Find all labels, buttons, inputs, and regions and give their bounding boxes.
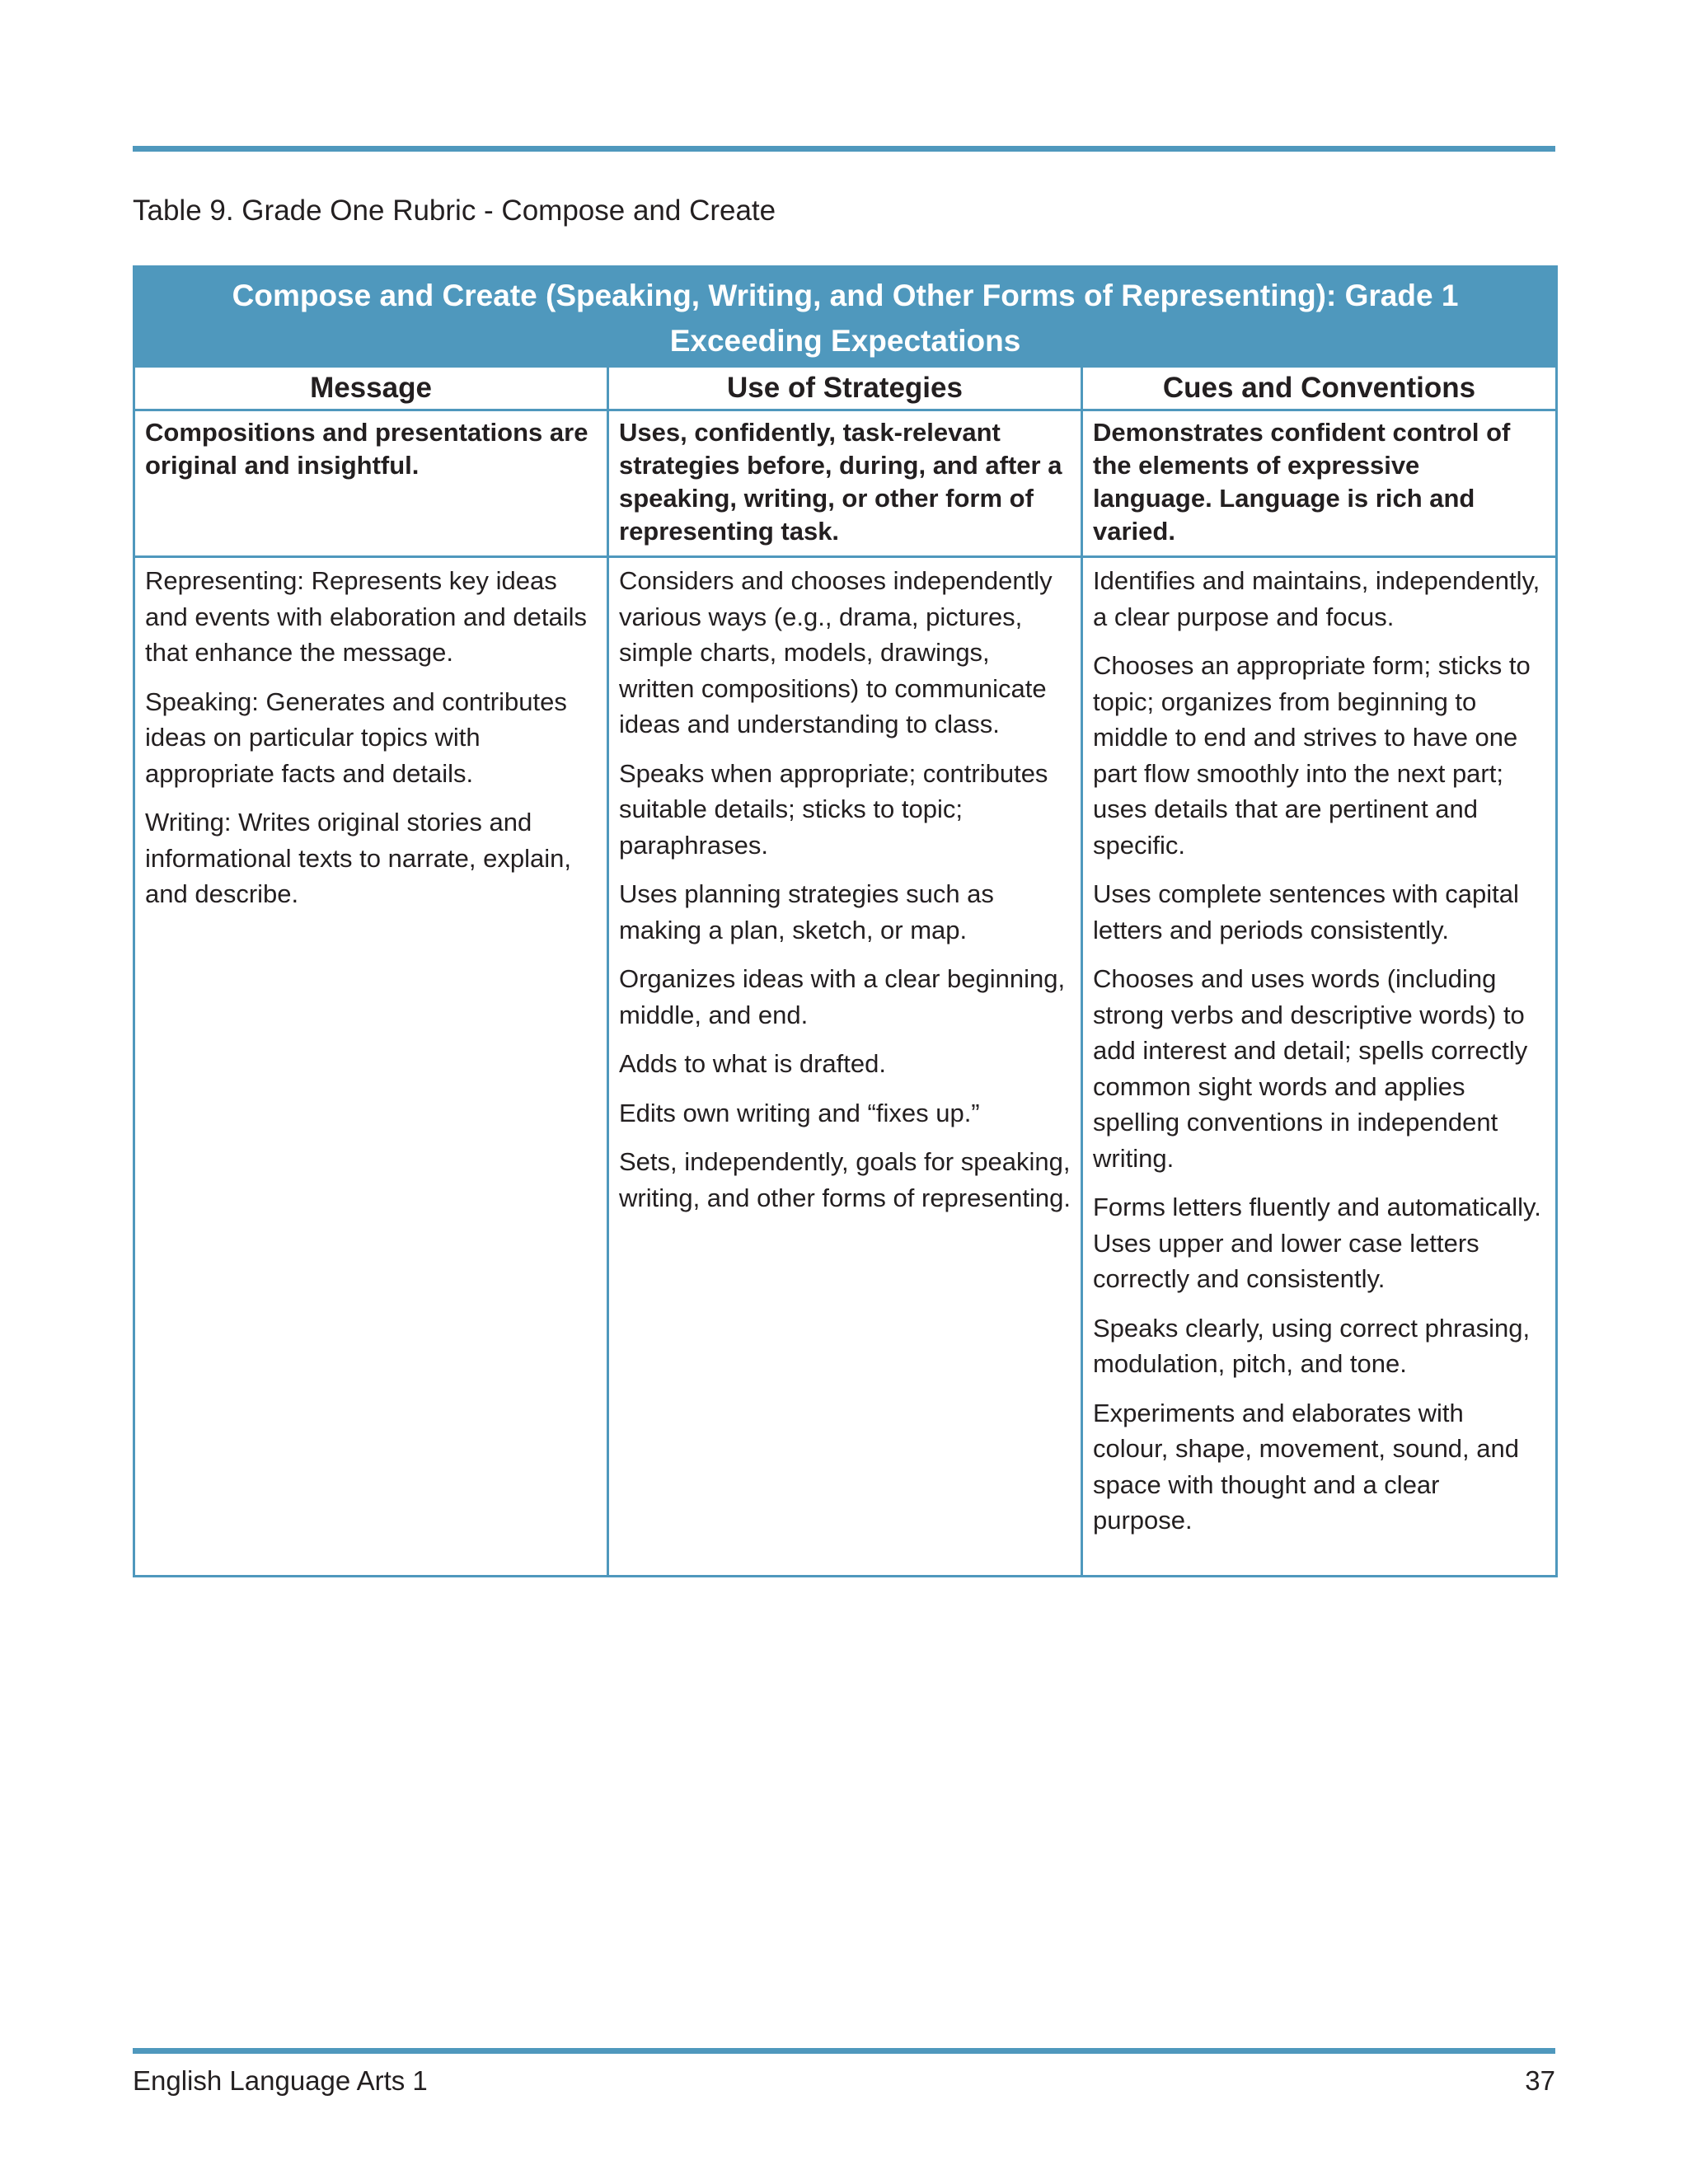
detail-item: Forms letters fluently and automatically. Uses upper and lower case letters correctly and consistently. — [1093, 1193, 1541, 1293]
detail-item: Chooses an appropriate form; sticks to topic; organizes from beginning to middle to end and strives to have one part flow smoothly into the next part; uses details that are pertinent and specific. — [1093, 651, 1531, 860]
rubric-title-line-2: Exceeding Expectations — [669, 324, 1021, 358]
detail-item: Identifies and maintains, independently, a clear purpose and focus. — [1093, 566, 1540, 631]
column-header-cues-and-conventions: Cues and Conventions — [1082, 367, 1557, 410]
detail-item: Experiments and elaborates with colour, shape, movement, sound, and space with thought and a clear purpose. — [1093, 1398, 1519, 1535]
top-rule — [133, 146, 1555, 152]
detail-item: Adds to what is drafted. — [619, 1049, 886, 1078]
detail-item: Speaks clearly, using correct phrasing, modulation, pitch, and tone. — [1093, 1313, 1531, 1378]
detail-item: Writing: Writes original stories and informational texts to narrate, explain, and describe. — [145, 808, 571, 908]
column-header-row — [134, 367, 1557, 410]
footer-document-title: English Language Arts 1 — [133, 2065, 428, 2096]
rubric-title — [134, 267, 1557, 367]
column-header-use-of-strategies: Use of Strategies — [608, 367, 1082, 410]
title-row — [134, 267, 1557, 367]
details-use-of-strategies — [608, 557, 1082, 1577]
summary-message: Compositions and presentations are original and insightful. — [134, 410, 608, 557]
detail-item: Speaking: Generates and contributes ideas on particular topics with appropriate facts and details. — [145, 687, 567, 788]
footer-rule — [133, 2048, 1555, 2054]
detail-row — [134, 557, 1557, 1577]
summary-row — [134, 410, 1557, 557]
details-cues-and-conventions — [1082, 557, 1557, 1577]
detail-item: Speaks when appropriate; contributes suitable details; sticks to topic; paraphrases. — [619, 758, 1048, 860]
detail-item: Organizes ideas with a clear beginning, middle, and end. — [619, 964, 1066, 1029]
rubric-table — [133, 265, 1558, 1577]
table-caption: Table 9. Grade One Rubric - Compose and Create — [133, 194, 776, 227]
detail-item: Sets, independently, goals for speaking, writing, and other forms of representing. — [619, 1147, 1071, 1212]
detail-item: Chooses and uses words (including strong verbs and descriptive words) to add interest and detail; spells correctly common sight words and applies spelling conventions in independent writing. — [1093, 964, 1528, 1173]
details-message — [134, 557, 608, 1577]
footer-page-number: 37 — [1525, 2065, 1555, 2096]
summary-cues-and-conventions: Demonstrates confident control of the elements of expressive language. Language is rich and varied. — [1082, 410, 1557, 557]
detail-item: Representing: Represents key ideas and events with elaboration and details that enhance the message. — [145, 566, 587, 667]
rubric-title-line-1: Compose and Create (Speaking, Writing, and Other Forms of Representing): Grade 1 — [232, 279, 1459, 312]
summary-use-of-strategies: Uses, confidently, task-relevant strategies before, during, and after a speaking, writing, or other form of representing task. — [608, 410, 1082, 557]
detail-item: Edits own writing and “fixes up.” — [619, 1098, 980, 1127]
detail-item: Uses complete sentences with capital letters and periods consistently. — [1093, 879, 1519, 944]
detail-item: Considers and chooses independently various ways (e.g., drama, pictures, simple charts, models, drawings, written compositions) to communicate ideas and understanding to class. — [619, 566, 1053, 738]
detail-item: Uses planning strategies such as making a plan, sketch, or map. — [619, 879, 994, 944]
column-header-message: Message — [134, 367, 608, 410]
